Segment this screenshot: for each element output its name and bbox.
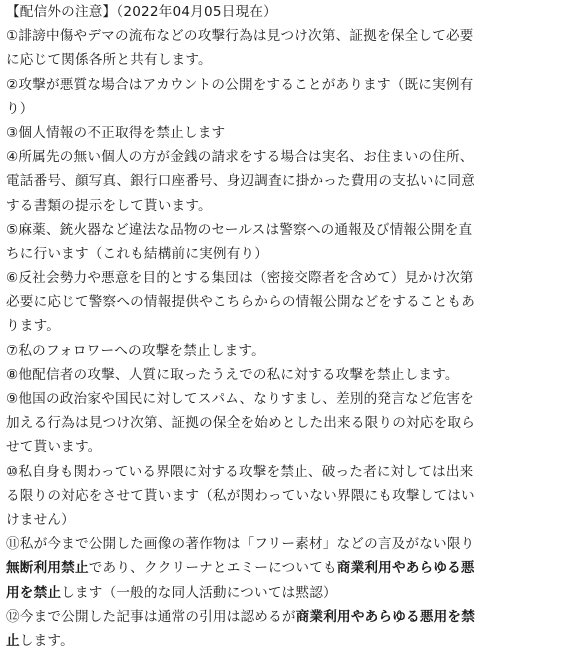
notice-text: する書類の提示をして貰います。 (6, 197, 212, 214)
notice-line (6, 218, 580, 242)
notice-text: 必要に応じて警察への情報提供やこちらからの情報公開などをすることもあ (6, 294, 475, 311)
notice-line (6, 48, 580, 72)
notice-line (6, 411, 580, 435)
notice-line (6, 266, 580, 290)
notice-document (6, 0, 580, 653)
notice-text: 電話番号、顔写真、銀行口座番号、身辺調査に掛かった費用の支払いに同意 (6, 173, 475, 190)
notice-text: ⑥反社会勢力や悪意を目的とする集団は（密接交際者を含めて）見かけ次第 (6, 270, 474, 287)
notice-text: ⑪私が今まで公開した画像の著作物は「フリー素材」などの言及がない限り (6, 536, 475, 553)
notice-text: り） (6, 100, 34, 117)
notice-line (6, 387, 580, 411)
notice-line (6, 194, 580, 218)
notice-text: ります。 (6, 318, 61, 335)
notice-line (6, 532, 580, 556)
header-date: （2022年04月05日現在） (116, 4, 277, 20)
notice-line (6, 24, 580, 48)
notice-text: せて貰います。 (6, 439, 102, 456)
notice-text: ⑩私自身も関わっている界隈に対する攻撃を禁止、破った者に対しては出来 (6, 463, 474, 480)
notice-line (6, 556, 580, 580)
notice-line (6, 121, 580, 145)
notice-body (6, 24, 580, 653)
header-title: 【配信外の注意】 (6, 4, 117, 20)
notice-text: します。 (19, 632, 74, 649)
emphasized-text: 商業利用やあらゆる悪 (336, 560, 475, 577)
notice-line (6, 242, 580, 266)
notice-line (6, 339, 580, 363)
notice-text: します（一般的な同人活動については黙認） (61, 584, 337, 601)
notice-text: ①誹謗中傷やデマの流布などの攻撃行為は見つけ次第、証拠を保全して必要 (6, 28, 474, 45)
notice-line (6, 605, 580, 629)
notice-text: ちに行います（これも結構前に実例有り） (6, 245, 269, 262)
notice-text: ⑧他配信者の攻撃、人質に取ったうえでの私に対する攻撃を禁止します。 (6, 366, 459, 383)
notice-line (6, 629, 580, 653)
notice-text: ⑦私のフォロワーへの攻撃を禁止します。 (6, 342, 265, 359)
notice-text: ⑫今まで公開した記事は通常の引用は認めるが (6, 608, 296, 625)
emphasized-text: 無断利用禁止 (6, 560, 89, 577)
notice-line (6, 508, 580, 532)
notice-text: ③個人情報の不正取得を禁止します (6, 124, 226, 141)
notice-line (6, 435, 580, 459)
notice-text: 加える行為は見つけ次第、証拠の保全を始めとした出来る限りの対応を取ら (6, 415, 475, 432)
notice-line (6, 73, 580, 97)
notice-line (6, 460, 580, 484)
notice-line (6, 290, 580, 314)
emphasized-text: 止 (6, 632, 20, 649)
notice-line (6, 581, 580, 605)
emphasized-text: 商業利用やあらゆる悪用を禁 (295, 608, 475, 625)
notice-line (6, 145, 580, 169)
notice-text: ④所属先の無い個人の方が金銭の請求をする場合は実名、お住まいの住所、 (6, 149, 474, 166)
notice-text: る限りの対応をさせて貰います（私が関わっていない界隈にも攻撃してはい (6, 487, 475, 504)
notice-line (6, 484, 580, 508)
notice-text: ⑨他国の政治家や国民に対してスパム、なりすまし、差別的発言など危害を (6, 391, 474, 407)
notice-line (6, 314, 580, 338)
notice-line (6, 97, 580, 121)
notice-line (6, 363, 580, 387)
notice-text: ②攻撃が悪質な場合はアカウントの公開をすることがあります（既に実例有 (6, 76, 474, 93)
notice-line (6, 169, 580, 193)
emphasized-text: 用を禁止 (6, 584, 62, 601)
notice-text: であり、ククリーナとエミーについても (88, 560, 337, 577)
notice-text: ⑤麻薬、銃火器など違法な品物のセールスは警察への通報及び情報公開を直 (6, 221, 473, 238)
notice-text: に応じて関係各所と共有します。 (6, 52, 212, 69)
notice-text: けません） (6, 511, 75, 528)
document-header (6, 0, 580, 24)
